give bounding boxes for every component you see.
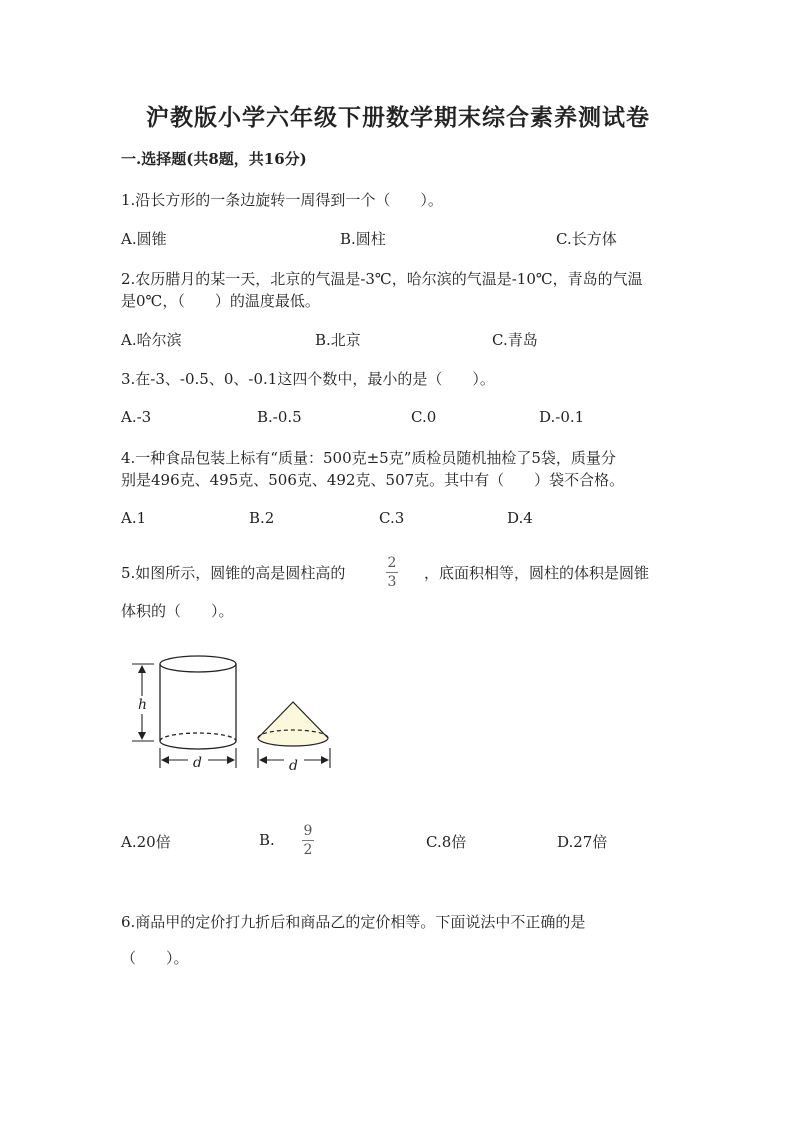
q4-option-d[interactable]: D.4 (507, 509, 533, 527)
question-1: 1.沿长方形的一条边旋转一周得到一个（ ）。 (121, 191, 443, 209)
q3-option-c[interactable]: C.0 (411, 408, 437, 426)
q3-option-b[interactable]: B.-0.5 (257, 408, 302, 426)
question-5-part-2: ，底面积相等，圆柱的体积是圆锥 (424, 564, 650, 582)
cone-shape (258, 702, 328, 746)
q4-option-c[interactable]: C.3 (379, 509, 405, 527)
fraction-numerator: 2 (387, 555, 397, 571)
fraction-denominator: 3 (387, 574, 397, 590)
section-heading: 一.选择题(共8题，共16分) (121, 150, 307, 168)
q1-option-a[interactable]: A.圆锥 (121, 230, 167, 248)
fraction-bar (302, 840, 314, 841)
q2-option-c[interactable]: C.青岛 (492, 331, 538, 349)
q5-option-d[interactable]: D.27倍 (557, 833, 608, 851)
cylinder-diameter-label: d (193, 755, 202, 771)
fraction-bar (386, 572, 398, 573)
q2-option-a[interactable]: A.哈尔滨 (121, 331, 182, 349)
question-4-line-1: 4.一种食品包装上标有“质量：500克±5克”质检员随机抽检了5袋，质量分 (121, 449, 616, 467)
question-3: 3.在-3、-0.5、0、-0.1这四个数中，最小的是（ ）。 (121, 370, 495, 388)
q4-option-a[interactable]: A.1 (121, 509, 147, 527)
height-label: h (138, 697, 148, 713)
q5-option-a[interactable]: A.20倍 (121, 833, 171, 851)
fraction-numerator: 9 (303, 823, 313, 839)
cylinder-shape (160, 656, 236, 749)
q5-option-b[interactable]: B. (259, 831, 275, 849)
q2-option-b[interactable]: B.北京 (315, 331, 361, 349)
question-5-part-1: 5.如图所示，圆锥的高是圆柱高的 (121, 564, 346, 582)
question-4-line-2: 别是496克、495克、506克、492克、507克。其中有（ ）袋不合格。 (121, 471, 625, 489)
q1-option-c[interactable]: C.长方体 (556, 230, 617, 248)
question-6-line-2: （ ）。 (121, 949, 189, 967)
q3-option-d[interactable]: D.-0.1 (539, 408, 585, 426)
q5-option-c[interactable]: C.8倍 (426, 833, 467, 851)
cylinder-cone-figure (120, 650, 350, 780)
fraction-nine-halves (302, 823, 314, 858)
cone-diameter-label: d (289, 758, 298, 774)
question-2-line-2: 是0℃，（ ）的温度最低。 (121, 292, 320, 310)
q3-option-a[interactable]: A.-3 (121, 408, 152, 426)
q4-option-b[interactable]: B.2 (249, 509, 275, 527)
question-6-line-1: 6.商品甲的定价打九折后和商品乙的定价相等。下面说法中不正确的是 (121, 913, 586, 931)
question-2-line-1: 2.农历腊月的某一天，北京的气温是-3℃，哈尔滨的气温是-10℃，青岛的气温 (121, 270, 643, 288)
question-5-line-2: 体积的（ ）。 (121, 602, 234, 620)
page-title: 沪教版小学六年级下册数学期末综合素养测试卷 (146, 104, 650, 131)
q1-option-b[interactable]: B.圆柱 (340, 230, 386, 248)
fraction-denominator: 2 (303, 842, 313, 858)
fraction-two-thirds (386, 555, 398, 590)
